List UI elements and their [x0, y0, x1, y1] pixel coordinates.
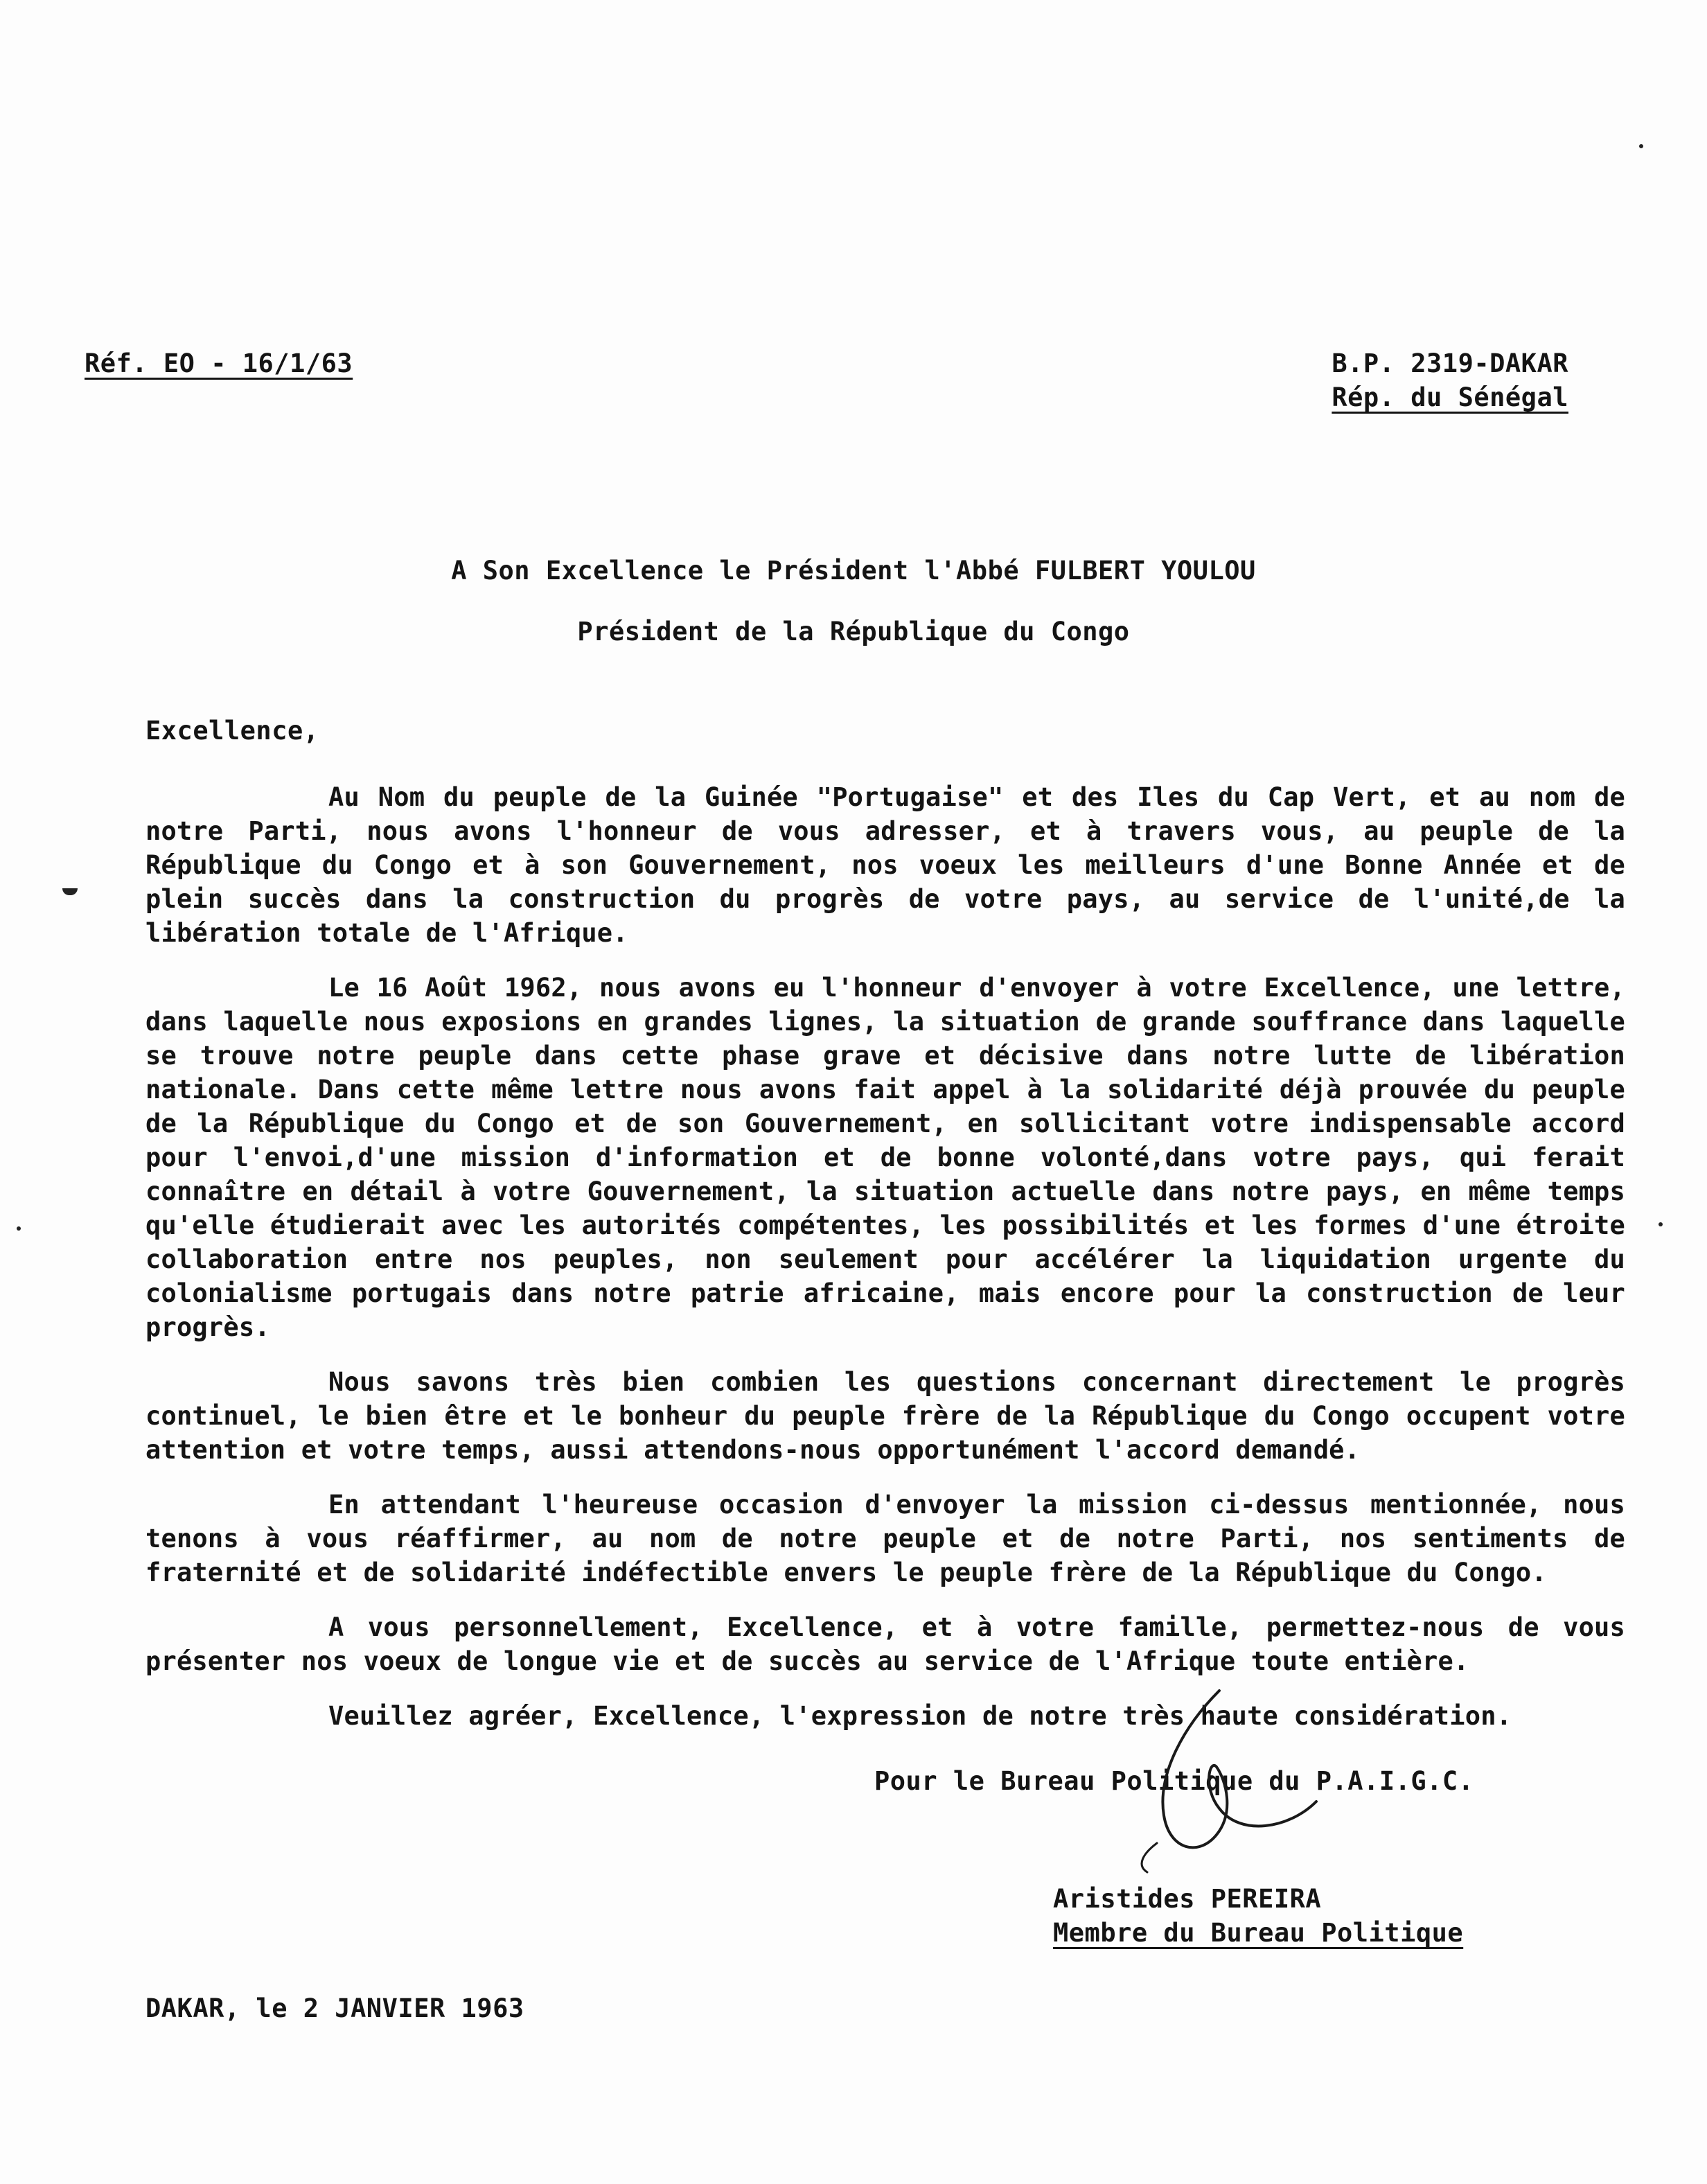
paragraph-previous-letter: Le 16 Août 1962, nous avons eu l'honneur d'envoyer à votre Excellence, une lettre, dans laquelle nous exposions en grandes lignes, la situation de grande souffrance dans laquelle se trouve notre peuple dans cette phase grave et décisive dans notre lutte de libération nationale. Dans cette même lettre nous avons fait appel à la solidarité déjà prouvée du peuple de la République du Congo et de son Gouvernement, en sollicitant votre indispensable accord pour l'envoi,d'une mission d'information et de bonne volonté,dans votre pays, qui ferait connaître en détail à votre Gouvernement, la situation actuelle dans notre pays, en même temps qu'elle étudierait avec les autorités compétentes, les possibilités et les formes d'une étroite collaboration entre nos peuples, non seulement pour accélérer la liquidation urgente du colonialisme portugais dans notre patrie africaine, mais encore pour la construction de leur progrès.: [145, 973, 1625, 1342]
signer-block: [1053, 1882, 1463, 1950]
paragraph-solidarity: En attendant l'heureuse occasion d'envoyer la mission ci-dessus mentionnée, nous tenons à vous réaffirmer, au nom de notre peuple et de notre Parti, nos sentiments de fraternité et de solidarité indéfectible envers le peuple frère de la République du Congo.: [145, 1490, 1625, 1587]
paragraph-personal-wishes: A vous personnellement, Excellence, et à votre famille, permettez-nous de vous présenter nos voeux de longue vie et de succès au service de l'Afrique toute entière.: [145, 1612, 1625, 1676]
reference-number: Réf. EO - 16/1/63: [85, 349, 353, 378]
sender-address: [1332, 346, 1568, 414]
paper-speck: [17, 1226, 21, 1231]
paper-speck: [1639, 144, 1643, 148]
salutation: Excellence,: [145, 716, 319, 746]
postal-box: B.P. 2319-DAKAR: [1332, 349, 1568, 378]
paper-speck: [1659, 1222, 1663, 1226]
paragraph-formal-closing: Veuillez agréer, Excellence, l'expression de notre très haute considération.: [328, 1701, 1512, 1731]
letter-body: [145, 780, 1625, 1754]
signer-name: Aristides PEREIRA: [1053, 1884, 1322, 1914]
handwritten-signature: [1081, 1684, 1372, 1892]
date-line: DAKAR, le 2 JANVIER 1963: [145, 1993, 524, 2023]
signer-title: Membre du Bureau Politique: [1053, 1918, 1464, 1948]
paragraph-new-year-wishes: Au Nom du peuple de la Guinée "Portugaise" et des Iles du Cap Vert, et au nom de notre Parti, nous avons l'honneur de vous adresser, et à travers vous, au peuple de la République du Congo et à son Gouvernement, nos voeux les meilleurs d'une Bonne Année et de plein succès dans la construction du progrès de votre pays, au service de l'unité,de la libération totale de l'Afrique.: [145, 782, 1625, 948]
addressee-name: A Son Excellence le Président l'Abbé FULBERT YOULOU: [451, 556, 1256, 585]
addressee-block: [0, 540, 1707, 662]
addressee-title: Président de la République du Congo: [577, 617, 1130, 646]
paper-mark: [62, 888, 78, 895]
paragraph-awaiting-accord: Nous savons très bien combien les questions concernant directement le progrès continuel, le bien être et le bonheur du peuple frère de la République du Congo occupent votre attention et votre temps, aussi attendons-nous opportunément l'accord demandé.: [145, 1367, 1625, 1465]
sender-country: Rép. du Sénégal: [1332, 382, 1568, 412]
closing-line: Pour le Bureau Politique du P.A.I.G.C.: [874, 1766, 1474, 1796]
